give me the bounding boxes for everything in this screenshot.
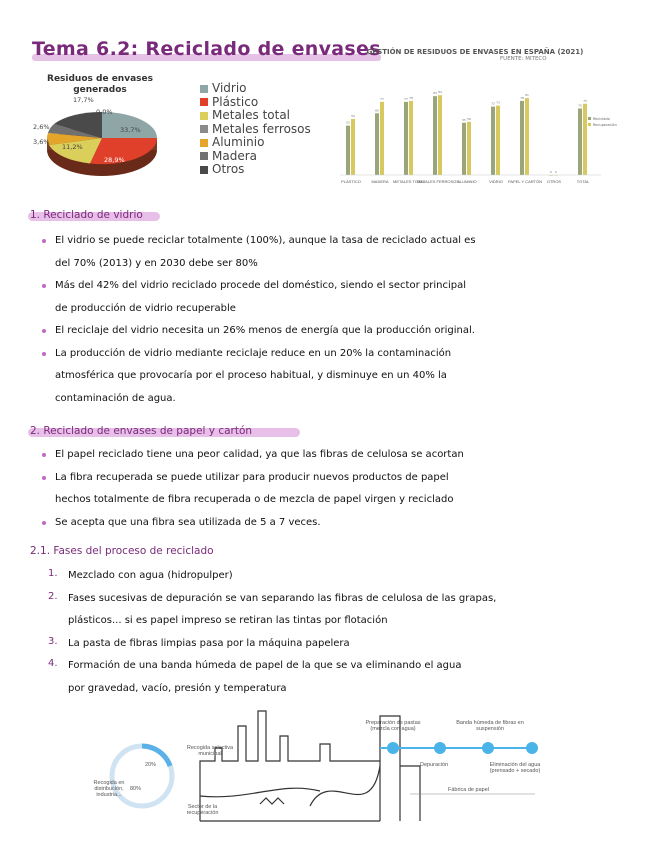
bullet-dot — [42, 476, 46, 480]
bar-value-label: 77 — [380, 96, 384, 101]
bullet-dot — [42, 239, 46, 243]
label-sector: Sector de la recuperación — [186, 804, 219, 816]
step-text: por gravedad, vacío, presión y temperatura — [68, 682, 287, 694]
bar-chart-subtitle: FUENTE: MITECO — [500, 56, 547, 62]
page-title-text: Tema 6.2: Reciclado de envases — [32, 38, 381, 60]
bar-category-label: PAPEL Y CARTÓN — [507, 179, 543, 184]
step-text: La pasta de fibras limpias pasa por la máquina papelera — [68, 637, 350, 649]
legend-item — [200, 109, 311, 123]
bar-category-label: METALES FERROSOS — [417, 179, 459, 184]
bullet-text: del 70% (2013) y en 2030 debe ser 80% — [55, 257, 258, 269]
legend-swatch — [200, 112, 208, 120]
legend-swatch — [200, 152, 208, 160]
bullet-text: contaminación de agua. — [55, 392, 176, 404]
legend-label: Metales total — [212, 108, 291, 122]
bar-value-label: 55 — [462, 117, 466, 122]
bar-recuperacion — [380, 102, 384, 175]
label-eliminacion: Eliminación del agua (prensado + secado) — [489, 762, 541, 774]
legend-label: Metales ferrosos — [212, 121, 311, 136]
label-banda: Banda húmeda de fibras en suspensión — [456, 720, 524, 732]
step-number: 1. — [48, 568, 58, 579]
bar-recuperacion — [438, 95, 442, 175]
pie-label-6: 33,7% — [120, 126, 141, 134]
bullet-dot — [42, 352, 46, 356]
bar-category-label: OTROS — [546, 179, 562, 184]
step-text: Mezclado con agua (hidropulper) — [68, 570, 233, 581]
bar-value-label: 72 — [491, 101, 495, 106]
bar-recuperacion — [525, 98, 529, 175]
legend-item — [200, 96, 311, 110]
pie-label-2: 0,0% — [96, 108, 113, 116]
bar-value-label: 78 — [409, 95, 413, 100]
bar-legend-swatch — [588, 117, 591, 120]
legend-item — [200, 150, 311, 164]
bar-reciclado — [578, 109, 582, 176]
bar-recuperacion — [409, 101, 413, 175]
section-21-title: 2.1. Fases del proceso de reciclado — [30, 545, 214, 557]
bullet-text: hechos totalmente de fibra recuperada o de mezcla de papel virgen y reciclado — [55, 494, 454, 505]
legend-item — [200, 163, 311, 177]
bar-value-label: 81 — [525, 93, 529, 98]
pie-label-7: 28,9% — [104, 156, 125, 164]
bar-value-label: 84 — [438, 90, 442, 95]
bar-value-label: 83 — [433, 91, 437, 96]
bar-value-label: 59 — [351, 113, 355, 118]
legend-swatch — [200, 125, 208, 133]
bullet-dot — [42, 521, 46, 525]
bar-recuperacion — [467, 122, 471, 175]
bullet-text: El reciclaje del vidrio necesita un 26% menos de energía que la producción original. — [55, 325, 475, 336]
pie-title — [30, 74, 170, 96]
label-fabrica: Fábrica de papel — [448, 787, 489, 793]
bar-reciclado — [346, 126, 350, 175]
label-pct-20: 20% — [145, 762, 157, 768]
legend-label: Otros — [212, 162, 245, 176]
bar-value-label: 0 — [550, 170, 552, 174]
legend-label: Plástico — [212, 94, 259, 109]
bar-reciclado — [520, 101, 524, 175]
bar-value-label: 0 — [555, 170, 557, 174]
bar-recuperacion — [496, 106, 500, 175]
label-recogida-selectiva: Recogida selectiva municipal — [186, 745, 234, 757]
bar-value-label: 65 — [375, 108, 379, 113]
legend-item — [200, 123, 311, 137]
label-pct-80: 80% — [130, 786, 142, 792]
bar-value-label: 73 — [496, 100, 500, 105]
bullet-dot — [42, 329, 46, 333]
bullet-text: La producción de vidrio mediante reciclaje reduce en un 20% la contaminación — [55, 347, 452, 359]
bar-legend-swatch — [588, 123, 591, 126]
legend-item — [200, 82, 311, 96]
bar-category-label: VIDRIO — [489, 179, 503, 184]
section-1-title: 1. Reciclado de vidrio — [30, 209, 143, 221]
bar-chart-title: GESTIÓN DE RESIDUOS DE ENVASES EN ESPAÑA (2021) — [366, 48, 584, 56]
bullet-text: Se acepta que una fibra sea utilizada de 5 a 7 veces. — [55, 516, 321, 528]
bar-category-label: ALUMINIO — [457, 179, 477, 184]
step-text: Formación de una banda húmeda de papel de la que se va eliminando el agua — [68, 660, 462, 671]
step-number: 3. — [48, 635, 58, 647]
bar-category-label: METALES TOTAL — [393, 179, 425, 184]
bullet-text: La fibra recuperada se puede utilizar para producir nuevos productos de papel — [55, 471, 449, 483]
legend-swatch — [200, 85, 208, 93]
bullet-dot — [42, 453, 46, 457]
bar-value-label: 78 — [520, 95, 524, 100]
bullet-text: Más del 42% del vidrio reciclado procede del doméstico, siendo el sector principal — [55, 280, 466, 291]
bar-reciclado — [404, 102, 408, 175]
bar-category-label: MADERA — [371, 179, 389, 184]
legend-label: Madera — [212, 148, 257, 163]
bar-value-label: 52 — [346, 120, 350, 125]
bar-legend-label: Recuperación — [593, 123, 617, 127]
bar-value-label: 56 — [467, 116, 471, 121]
legend-swatch — [200, 139, 208, 147]
section-2-title: 2. Reciclado de envases de papel y cartón — [30, 425, 253, 437]
pie-label-1: 17,7% — [73, 96, 94, 104]
bullet-dot — [42, 284, 46, 288]
bar-legend-label: Reciclado — [593, 117, 610, 121]
legend-swatch — [200, 98, 208, 106]
pie-legend — [200, 82, 311, 177]
bar-category-label: PLÁSTICO — [341, 179, 361, 184]
legend-item — [200, 136, 311, 150]
bar-recuperacion — [351, 119, 355, 175]
label-depuracion: Depuración — [420, 762, 449, 768]
bullet-text: de producción de vidrio recuperable — [55, 302, 236, 314]
legend-label: Aluminio — [212, 135, 265, 149]
label-recogida-distribucion: Recogida en distribución, industria... — [93, 780, 125, 798]
pie-title-line1: Residuos de envases — [47, 74, 153, 84]
bar-recuperacion — [583, 104, 587, 175]
legend-swatch — [200, 166, 208, 174]
bar-reciclado — [375, 113, 379, 175]
bar-reciclado — [491, 107, 495, 175]
bullet-text: El vidrio se puede reciclar totalmente (100%), aunque la tasa de reciclado actual es — [55, 235, 476, 246]
pie-label-4: 3,6% — [33, 138, 50, 146]
bar-value-label: 77 — [404, 96, 408, 101]
bullet-text: atmosférica que provocaría por el proceso habitual, y disminuye en un 40% la — [55, 370, 447, 381]
pie-title-line2: generados — [73, 85, 127, 95]
step-text: Fases sucesivas de depuración se van separando las fibras de celulosa de las grapas, — [68, 592, 497, 604]
step-number: 4. — [48, 658, 58, 669]
step-number: 2. — [48, 590, 58, 602]
bar-value-label: 70 — [578, 103, 582, 108]
pie-label-5: 11,2% — [62, 143, 83, 151]
bar-chart — [330, 60, 620, 190]
bar-category-label: TOTAL — [576, 179, 590, 184]
bullet-text: El papel reciclado tiene una peor calidad, ya que las fibras de celulosa se acortan — [55, 449, 464, 460]
legend-label: Vidrio — [212, 81, 247, 95]
label-preparacion: Preparación de pastas (mezcla con agua) — [365, 720, 421, 732]
bar-reciclado — [433, 96, 437, 175]
bar-value-label: 75 — [583, 98, 587, 103]
step-text: plásticos... si es papel impreso se retiran las tintas por flotación — [68, 615, 388, 626]
pie-label-3: 2,6% — [33, 123, 50, 131]
bar-reciclado — [462, 123, 466, 175]
page-title — [32, 38, 381, 60]
